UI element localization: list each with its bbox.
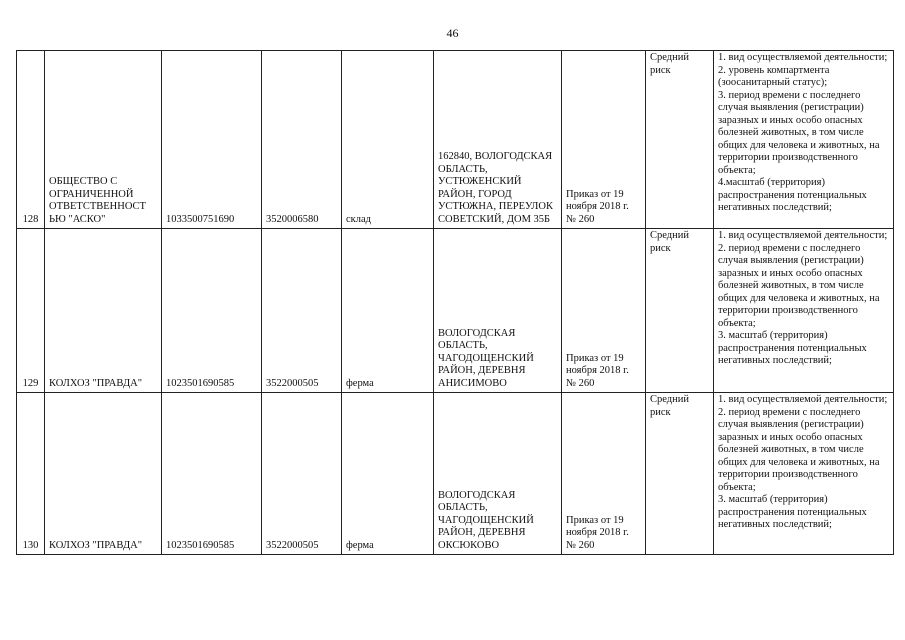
- order-cell: Приказ от 19 ноября 2018 г. № 260: [562, 51, 646, 229]
- inn-cell: 3520006580: [262, 51, 342, 229]
- order-cell: Приказ от 19 ноября 2018 г. № 260: [562, 229, 646, 393]
- criteria-item: 2. уровень компартмента (зоосанитарный статус);: [718, 64, 830, 88]
- address-cell: ВОЛОГОДСКАЯ ОБЛАСТЬ, ЧАГОДОЩЕНСКИЙ РАЙОН, ДЕРЕВНЯ АНИСИМОВО: [434, 229, 562, 393]
- criteria-cell: [714, 51, 894, 229]
- page-number: 46: [446, 26, 459, 40]
- criteria-item: 1. вид осуществляемой деятельности;: [718, 394, 888, 405]
- organization-name: КОЛХОЗ "ПРАВДА": [45, 393, 162, 555]
- criteria-item: 3. период времени с последнего случая выявления (регистрации) заразных и иных особо опасных болезней животных, в том числе общих для человека и животных, на территории производственного объекта;: [718, 89, 880, 176]
- risk-cell: [646, 229, 714, 393]
- criteria-item: 3. масштаб (территория) распространения потенциальных негативных последствий;: [718, 494, 867, 530]
- ogrn-cell: 1033500751690: [162, 51, 262, 229]
- risk-cell: [646, 51, 714, 229]
- object-type-cell: склад: [342, 51, 434, 229]
- order-cell: Приказ от 19 ноября 2018 г. № 260: [562, 393, 646, 555]
- object-type-cell: ферма: [342, 393, 434, 555]
- row-number: 128: [17, 51, 45, 229]
- inn-cell: 3522000505: [262, 393, 342, 555]
- risk-level: Средний: [650, 230, 689, 241]
- criteria-cell: [714, 393, 894, 555]
- criteria-item: 1. вид осуществляемой деятельности;: [718, 230, 888, 241]
- address-cell: 162840, ВОЛОГОДСКАЯ ОБЛАСТЬ, УСТЮЖЕНСКИЙ РАЙОН, ГОРОД УСТЮЖНА, ПЕРЕУЛОК СОВЕТСКИЙ, ДОМ 35Б: [434, 51, 562, 229]
- inn-cell: 3522000505: [262, 229, 342, 393]
- registry-table: [16, 50, 894, 555]
- organization-name: ОБЩЕСТВО С ОГРАНИЧЕННОЙ ОТВЕТСТВЕННОСТ ЬЮ "АСКО": [45, 51, 162, 229]
- organization-name: КОЛХОЗ "ПРАВДА": [45, 229, 162, 393]
- table-row: [17, 229, 894, 393]
- risk-word: риск: [650, 406, 671, 418]
- row-number: 130: [17, 393, 45, 555]
- address-cell: ВОЛОГОДСКАЯ ОБЛАСТЬ, ЧАГОДОЩЕНСКИЙ РАЙОН, ДЕРЕВНЯ ОКСЮКОВО: [434, 393, 562, 555]
- risk-word: риск: [650, 242, 671, 254]
- criteria-item: 1. вид осуществляемой деятельности;: [718, 52, 888, 63]
- criteria-item: 3. масштаб (территория) распространения потенциальных негативных последствий;: [718, 330, 867, 366]
- criteria-item: 2. период времени с последнего случая выявления (регистрации) заразных и иных особо опасных болезней животных, в том числе общих для человека и животных, на территории производственного объекта;: [718, 242, 880, 329]
- ogrn-cell: 1023501690585: [162, 393, 262, 555]
- ogrn-cell: 1023501690585: [162, 229, 262, 393]
- object-type-cell: ферма: [342, 229, 434, 393]
- criteria-cell: [714, 229, 894, 393]
- row-number: 129: [17, 229, 45, 393]
- table-row: [17, 393, 894, 555]
- criteria-item: 4.масштаб (территория) распространения потенциальных негативных последствий;: [718, 177, 867, 213]
- criteria-item: 2. период времени с последнего случая выявления (регистрации) заразных и иных особо опасных болезней животных, в том числе общих для человека и животных, на территории производственного объекта;: [718, 406, 880, 493]
- risk-word: риск: [650, 64, 671, 76]
- risk-level: Средний: [650, 52, 689, 63]
- risk-level: Средний: [650, 394, 689, 405]
- risk-cell: [646, 393, 714, 555]
- table-row: [17, 51, 894, 229]
